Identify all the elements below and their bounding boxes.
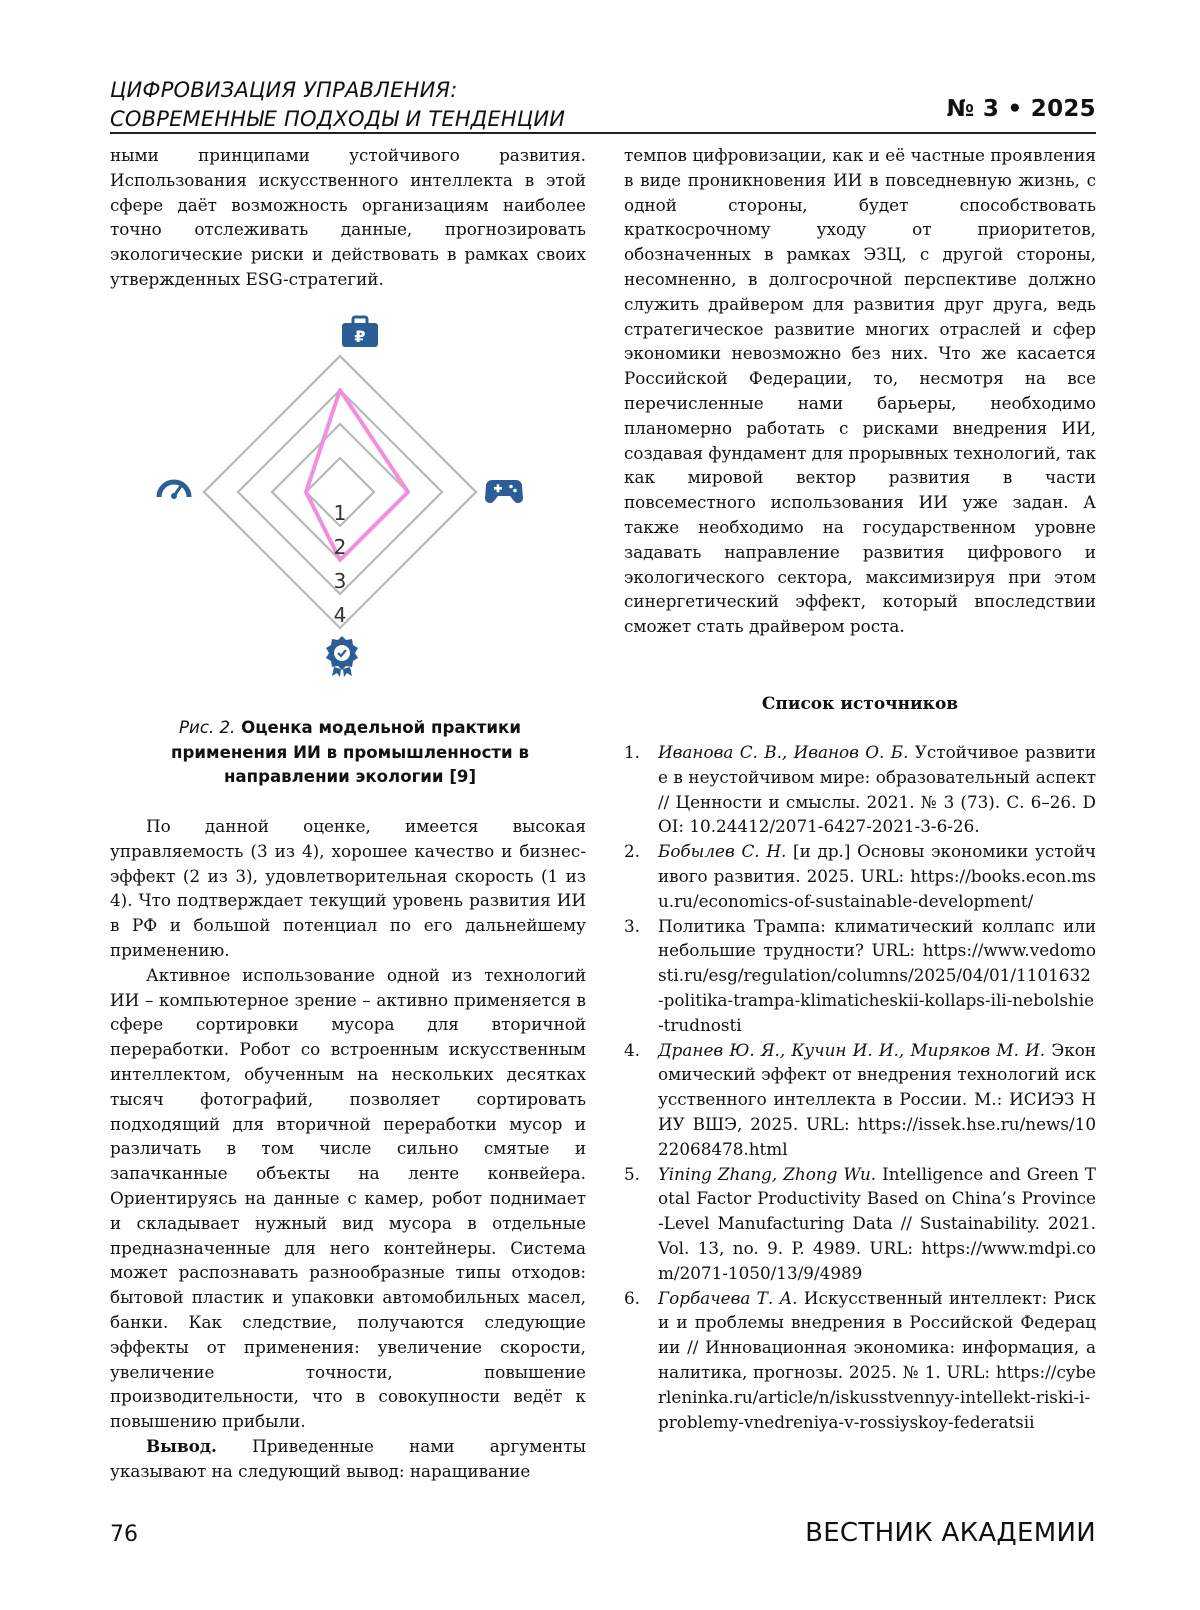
figure-caption-text: Оценка модельной практики применения ИИ в промышленности в направлении экологии [9] — [171, 718, 529, 786]
reference-number: 6. — [624, 1287, 641, 1308]
radar-scale-label: 2 — [333, 535, 347, 559]
footer-journal-name: ВЕСТНИК АКАДЕМИИ — [805, 1518, 1096, 1548]
gamepad-icon — [485, 480, 523, 503]
reference-item — [624, 914, 1096, 1038]
journal-title — [110, 76, 565, 134]
reference-text: Экономический эффект от внедрения технологий искусственного интеллекта в России. М.: ИСИЭЗ НИУ ВШЭ, 2025. URL: https://issek.hse.ru/news/1022068478.html — [658, 1039, 1096, 1159]
reference-item — [624, 740, 1096, 839]
reference-text: Политика Трампа: климатический коллапс или небольшие трудности? URL: https://www.vedomosti.ru/esg/regulation/columns/2025/04/01/1101632-politika-trampa-klimaticheskii-kollaps-ili-nebolshie-trudnosti — [658, 915, 1096, 1035]
radar-grid-ring — [238, 390, 442, 594]
reference-item — [624, 1286, 1096, 1435]
figure-caption — [150, 716, 550, 790]
reference-text: Искусственный интеллект: Риски и проблемы внедрения в Российской Федерации // Инновационная экономика: информация, аналитика, прогнозы. 2025. № 1. URL: https://cyberleninka.ru/article/n/iskusstvennyy-intellekt-riski-i-problemy-vnedreniya-v-rossiyskoy-federatsii — [658, 1287, 1096, 1432]
reference-text: Intelligence and Green Total Factor Productivity Based on China’s Province-Level Manufacturing Data // Sustainability. 2021. Vol. 13, no. 9. P. 4989. URL: https://www.mdpi.com/2071-1050/13/9/4989 — [658, 1163, 1096, 1283]
reference-item — [624, 1038, 1096, 1162]
paragraph: По данной оценке, имеется высокая управляемость (3 из 4), хорошее качество и бизнес-эффект (2 из 3), удовлетворительная скорость (1 из 4). Что подтверждает текущий уровень развития ИИ в РФ и большой потенциал по его дальнейшему применению. — [110, 816, 586, 960]
award-badge-icon — [326, 636, 358, 677]
references-heading: Список источников — [761, 694, 959, 714]
reference-authors: Бобылев С. Н. — [658, 841, 787, 862]
briefcase-ruble-icon — [342, 317, 378, 347]
paragraph: Активное использование одной из технологий ИИ – компьютерное зрение – активно применяется в сфере сортировки мусора для вторичной переработки. Робот со встроенным искусственным интеллектом, обученным на нескольких десятках тысяч фотографий, позволяет сортировать подходящий для вторичной переработки мусор и различать в том числе сильно смятые и запачканные объекты на ленте конвейера. Ориентируясь на данные с камер, робот поднимает и складывает нужный вид мусора в отдельные предназначенные для него контейнеры. Система может распознавать разнообразные типы отходов: бытовой пластик и упаковки автомобильных масел, банки. Как следствие, получаются следующие эффекты от применения: увеличение скорости, увеличение точности, повышение производительности, что в совокупности ведёт к повышению прибыли. — [110, 964, 586, 1432]
reference-authors: Yining Zhang, Zhong Wu. — [658, 1163, 877, 1184]
radar-chart — [150, 312, 550, 712]
conclusion-text: Приведенные нами аргументы указывают на следующий вывод: наращивание — [110, 1435, 586, 1481]
page-number: 76 — [110, 1522, 138, 1547]
conclusion-label: Вывод. — [146, 1435, 217, 1456]
journal-title-line1: ЦИФРОВИЗАЦИЯ УПРАВЛЕНИЯ: — [110, 78, 458, 102]
paragraph: темпов цифровизации, как и её частные проявления в виде проникновения ИИ в повседневную жизнь, с одной стороны, будет способствовать краткосрочному уходу от приоритетов, обозначенных в рамках ЭЗЦ, с другой стороны, несомненно, в долгосрочной перспективе должно служить драйвером для развития друг друга, ведь стратегическое развитие многих отраслей и сфер экономики невозможно без них. Что же касается Российской Федерации, то, несмотря на все перечисленные нами барьеры, необходимо планомерно работать с рисками внедрения ИИ, создавая фундамент для прорывных технологий, так как мировой вектор развития в части повсеместного использования ИИ уже задан. А также необходимо на государственном уровне задавать направление развития цифрового и экологического сектора, максимизируя при этом синергетический эффект, который впоследствии сможет стать драйвером роста. — [624, 145, 1096, 637]
reference-authors: Горбачева Т. А. — [658, 1287, 798, 1308]
reference-item — [624, 839, 1096, 913]
references-list — [624, 740, 1096, 1434]
reference-authors: Иванова С. В., Иванов О. Б. — [658, 742, 909, 762]
issue-number: № 3 • 2025 — [946, 96, 1096, 122]
radar-scale-label: 3 — [333, 569, 347, 593]
journal-title-line2: СОВРЕМЕННЫЕ ПОДХОДЫ И ТЕНДЕНЦИИ — [110, 107, 566, 131]
svg-text:₽: ₽ — [354, 327, 366, 346]
radar-scale-labels — [334, 501, 347, 627]
reference-authors: Дранев Ю. Я., Кучин И. И., Миряков М. И. — [658, 1039, 1046, 1060]
reference-item — [624, 1162, 1096, 1286]
reference-number: 1. — [624, 742, 641, 762]
radar-scale-label: 4 — [333, 603, 347, 627]
speedometer-icon — [159, 482, 189, 499]
figure-label: Рис. 2. — [179, 718, 236, 737]
radar-scale-label: 1 — [333, 501, 347, 525]
conclusion-paragraph — [110, 1434, 586, 1484]
paragraph: ными принципами устойчивого развития. Использования искусственного интеллекта в этой сфере даёт возможность организациям наиболее точно отслеживать данные, прогнозировать экологические риски и действовать в рамках своих утвержденных ESG-стратегий. — [110, 145, 586, 289]
reference-number: 3. — [624, 915, 641, 936]
left-column-bottom — [110, 814, 586, 1484]
left-column-top — [110, 143, 586, 292]
reference-text: Устойчивое развитие в неустойчивом мире: образовательный аспект // Ценности и смыслы. 2021. № 3 (73). С. 6–26. DOI: 10.24412/2071-6427-2021-3-6-26. — [658, 742, 1096, 837]
reference-text: [и др.] Основы экономики устойчивого развития. 2025. URL: https://books.econ.msu.ru/economics-of-sustainable-development/ — [658, 841, 1096, 911]
reference-number: 2. — [624, 841, 641, 862]
reference-number: 5. — [624, 1163, 641, 1184]
header-divider — [110, 132, 1096, 134]
right-column — [624, 143, 1096, 639]
reference-number: 4. — [624, 1039, 641, 1060]
